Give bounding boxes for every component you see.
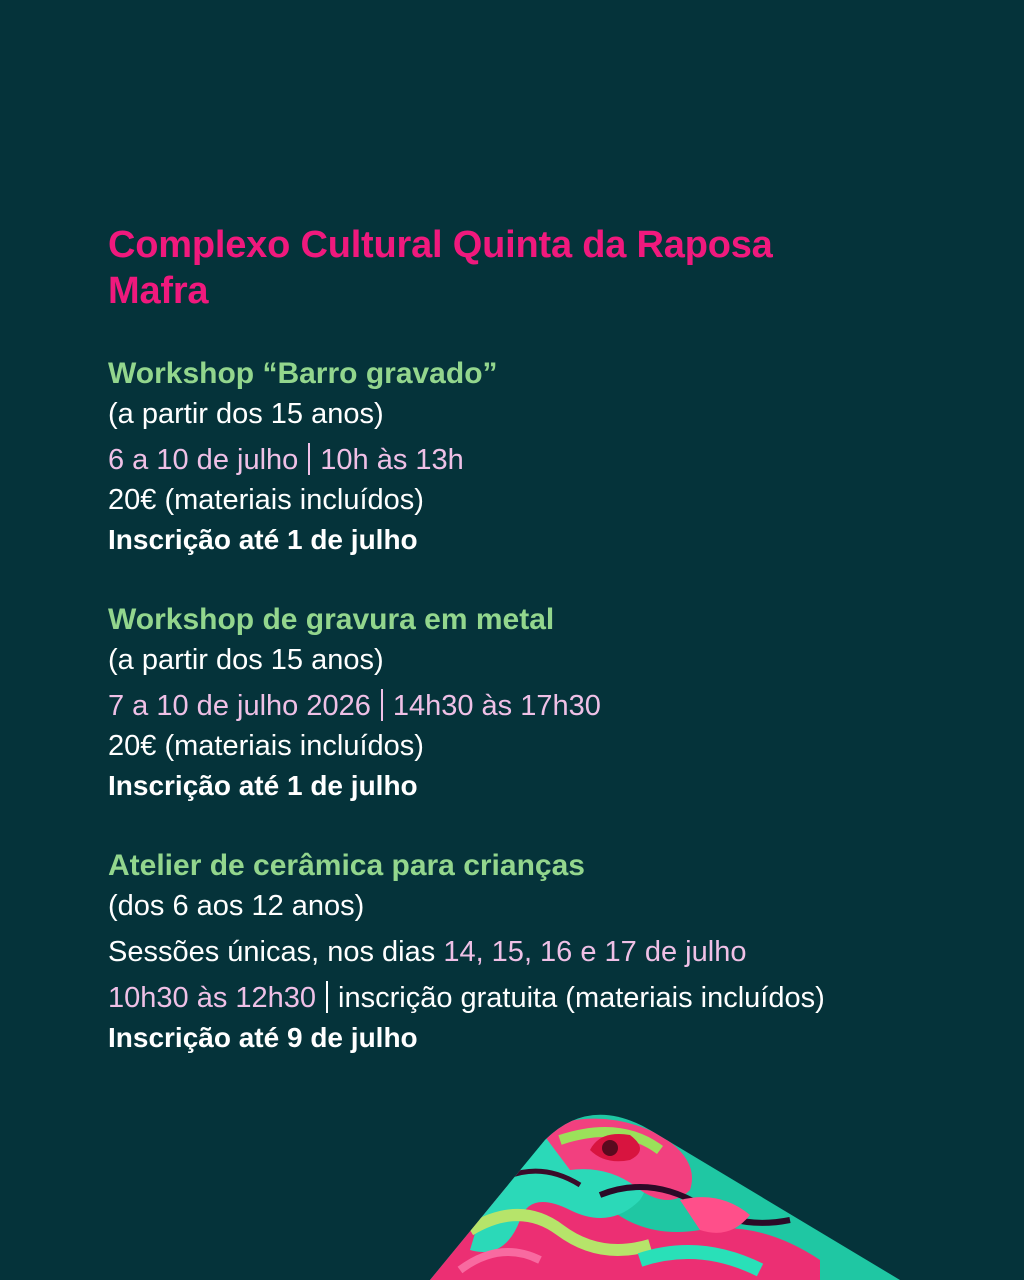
event-age: (dos 6 aos 12 anos) — [108, 890, 365, 922]
event-title: Workshop de gravura em metal — [108, 603, 555, 636]
event-time: 10h30 às 12h30 — [108, 982, 317, 1014]
event-dates: 7 a 10 de julho 2026 — [108, 690, 371, 722]
venue-heading — [108, 222, 988, 314]
event-age: (a partir dos 15 anos) — [108, 644, 384, 676]
event-time: 14h30 às 17h30 — [392, 690, 601, 722]
event-sessions — [108, 932, 988, 972]
sessions-prefix: Sessões únicas, nos dias — [108, 936, 444, 968]
event-age: (a partir dos 15 anos) — [108, 398, 384, 430]
event-title: Workshop “Barro gravado” — [108, 357, 498, 390]
event-barro-gravado — [108, 354, 988, 560]
event-schedule — [108, 440, 988, 480]
event-listing — [108, 222, 988, 1053]
event-deadline: Inscrição até 1 de julho — [108, 770, 418, 801]
separator — [308, 443, 310, 475]
event-atelier-ceramica — [108, 846, 988, 1058]
event-price: 20€ (materiais incluídos) — [108, 484, 424, 516]
event-schedule — [108, 978, 988, 1018]
event-title: Atelier de cerâmica para crianças — [108, 849, 585, 882]
event-price: 20€ (materiais incluídos) — [108, 730, 424, 762]
event-dates: 6 a 10 de julho — [108, 444, 299, 476]
venue-name: Complexo Cultural Quinta da Raposa — [108, 224, 773, 266]
venue-city: Mafra — [108, 270, 209, 312]
event-time: 10h às 13h — [320, 444, 464, 476]
event-gravura-metal — [108, 600, 988, 806]
event-price: inscrição gratuita (materiais incluídos) — [338, 982, 825, 1014]
event-schedule — [108, 686, 988, 726]
sessions-days: 14, 15, 16 e 17 de julho — [443, 936, 747, 968]
event-deadline: Inscrição até 9 de julho — [108, 1022, 418, 1053]
event-deadline: Inscrição até 1 de julho — [108, 524, 418, 555]
separator — [326, 981, 328, 1013]
separator — [381, 689, 383, 721]
